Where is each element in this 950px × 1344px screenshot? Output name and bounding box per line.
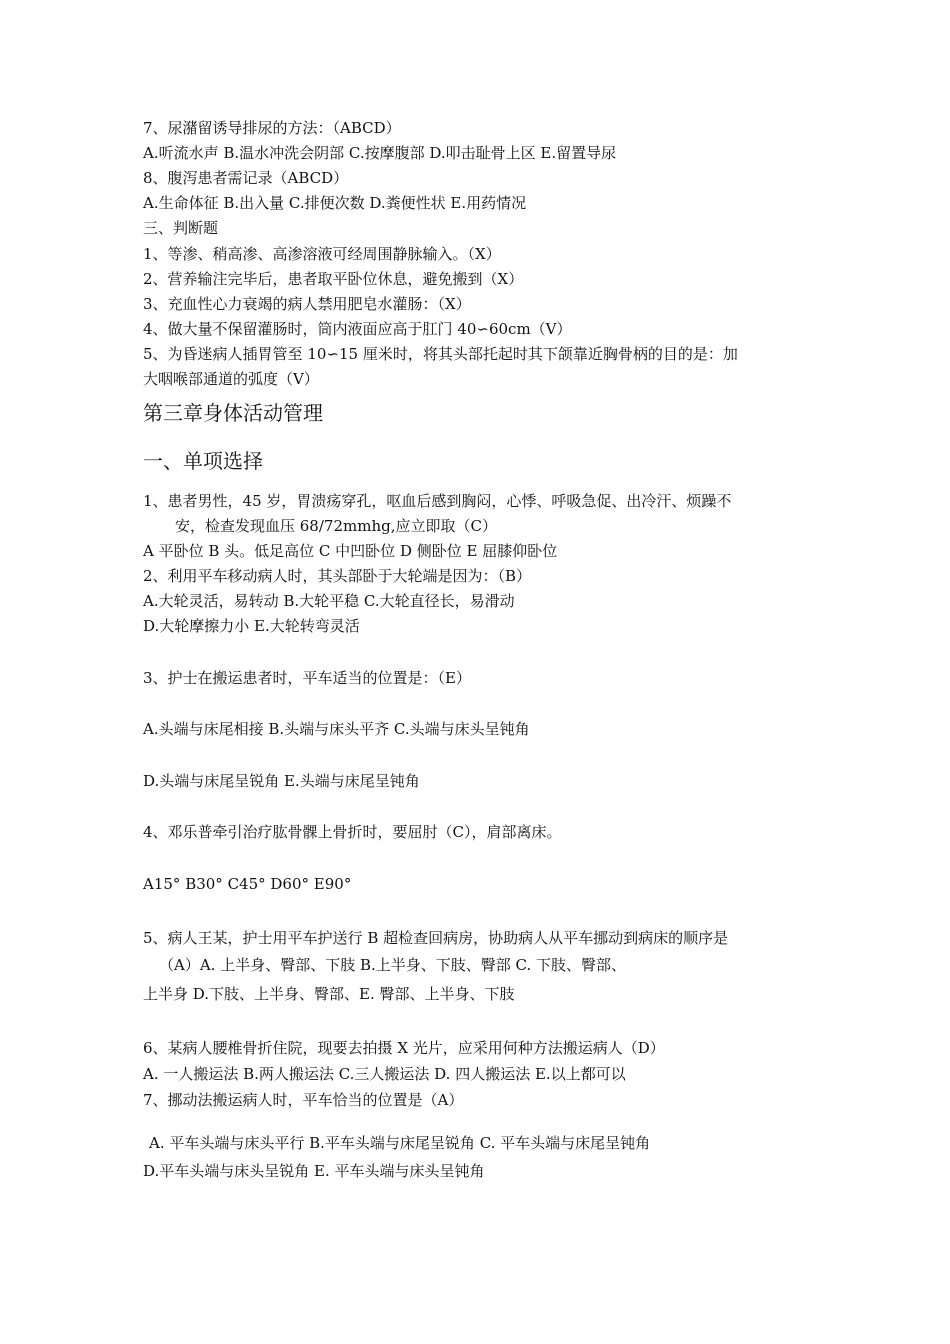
mc-4-options: A15° B30° C45° D60° E90°: [143, 875, 352, 893]
mc-1-options: A 平卧位 B 头。低足高位 C 中凹卧位 D 侧卧位 E 屈膝仰卧位: [143, 542, 558, 560]
mc-5-stem: 5、病人王某，护士用平车护送行 B 超检查回病房，协助病人从平车挪动到病床的顺序是: [143, 929, 729, 947]
mc-4-stem: 4、邓乐普牵引治疗肱骨髁上骨折时，要屈肘（C），肩部离床。: [143, 823, 562, 841]
tf-item-2: 2、营养输注完毕后，患者取平卧位休息，避免搬到（X）: [143, 270, 524, 288]
tf-item-1: 1、等渗、稍高渗、高渗溶液可经周围静脉输入。（X）: [143, 245, 501, 263]
tf-item-3: 3、充血性心力衰竭的病人禁用肥皂水灌肠：（X）: [143, 295, 471, 313]
mc-7-stem: 7、挪动法搬运病人时，平车恰当的位置是（A）: [143, 1091, 464, 1109]
mc-2-stem: 2、利用平车移动病人时，其头部卧于大轮端是因为：（B）: [143, 567, 532, 585]
question-7-options: A.听流水声 B.温水冲洗会阴部 C.按摩腹部 D.叩击耻骨上区 E.留置导尿: [143, 144, 617, 162]
mc-5-options-a: （A）A. 上半身、臀部、下肢 B.上半身、下肢、臀部 C. 下肢、臀部、: [159, 956, 627, 974]
chapter-title: 第三章身体活动管理: [143, 401, 323, 425]
tf-item-5: 5、为昏迷病人插胃管至 10∽15 厘米时，将其头部托起时其下颌靠近胸骨柄的目的是：加: [143, 345, 738, 363]
mc-6-stem: 6、某病人腰椎骨折住院，现要去拍摄 X 光片，应采用何种方法搬运病人（D）: [143, 1039, 665, 1057]
question-8-options: A.生命体征 B.出入量 C.排便次数 D.粪便性状 E.用药情况: [143, 194, 527, 212]
mc-7-options-a: A. 平车头端与床头平行 B.平车头端与床尾呈锐角 C. 平车头端与床尾呈钝角: [149, 1134, 651, 1152]
mc-6-options: A. 一人搬运法 B.两人搬运法 C.三人搬运法 D. 四人搬运法 E.以上都可以: [143, 1065, 626, 1083]
section-heading-true-false: 三、判断题: [143, 219, 219, 237]
tf-item-4: 4、做大量不保留灌肠时，筒内液面应高于肛门 40∽60cm（V）: [143, 320, 572, 338]
mc-3-stem: 3、护士在搬运患者时，平车适当的位置是：（E）: [143, 669, 471, 687]
mc-1-stem-cont: 安，检查发现血压 68/72mmhg,应立即取（C）: [175, 517, 497, 535]
mc-3-options-a: A.头端与床尾相接 B.头端与床头平齐 C.头端与床头呈钝角: [143, 720, 530, 738]
question-8-stem: 8、腹泻患者需记录（ABCD）: [143, 169, 349, 187]
question-7-stem: 7、尿潴留诱导排尿的方法：（ABCD）: [143, 119, 401, 137]
mc-5-options-b: 上半身 D.下肢、上半身、臀部、E. 臀部、上半身、下肢: [143, 985, 515, 1003]
mc-3-options-b: D.头端与床尾呈锐角 E.头端与床尾呈钝角: [143, 772, 420, 790]
mc-2-options-a: A.大轮灵活，易转动 B.大轮平稳 C.大轮直径长，易滑动: [143, 592, 515, 610]
tf-item-5-cont: 大咽喉部通道的弧度（V）: [143, 370, 319, 388]
mc-7-options-b: D.平车头端与床头呈锐角 E. 平车头端与床头呈钝角: [143, 1162, 485, 1180]
mc-2-options-b: D.大轮摩擦力小 E.大轮转弯灵活: [143, 617, 360, 635]
section-heading-single-choice: 一、单项选择: [143, 449, 263, 473]
mc-1-stem: 1、患者男性，45 岁，胃溃疡穿孔，呕血后感到胸闷，心悸、呼吸急促、出冷汗、烦躁不: [143, 492, 732, 510]
